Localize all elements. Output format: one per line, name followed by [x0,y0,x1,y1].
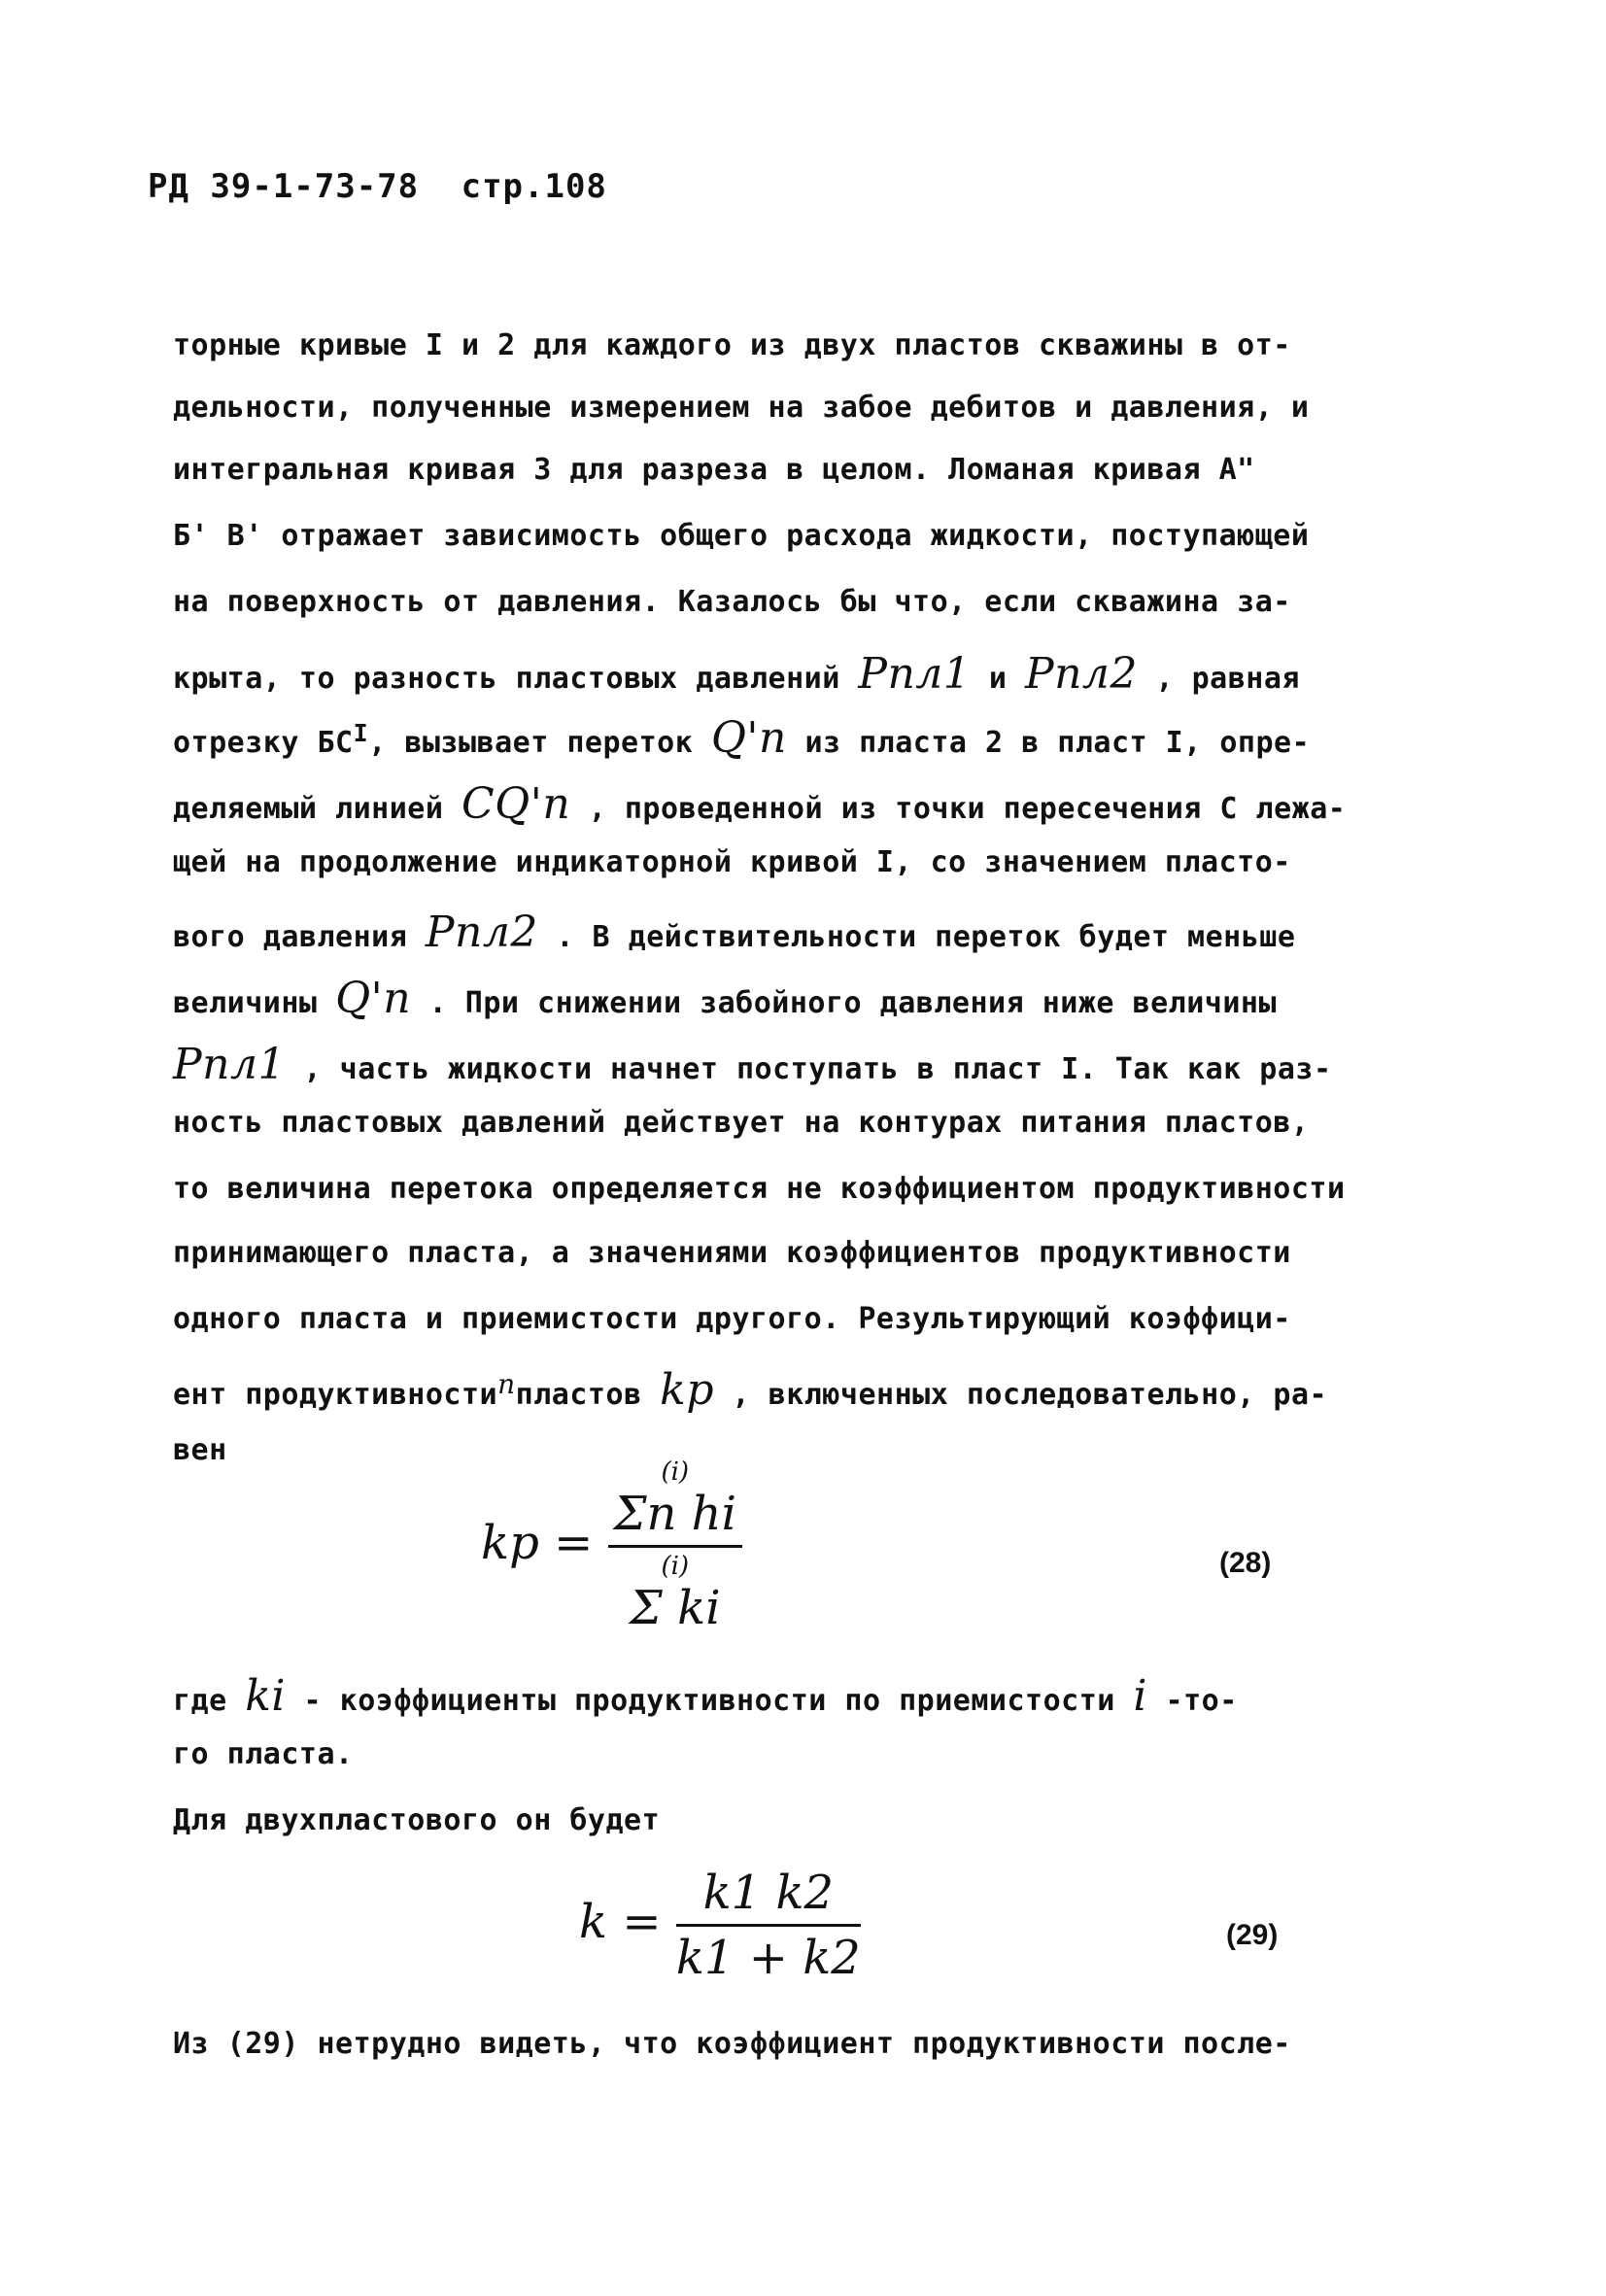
page-header [148,167,629,206]
text-line: щей на продолжение индикаторной кривой I, со значением пласто- [173,845,1291,879]
formula-29 [579,1866,861,1985]
text-line: го пласта. [173,1737,354,1771]
doc-code: РД 39-1-73-78 [148,167,420,206]
i-symbol: i [1133,1671,1147,1721]
text-line: Б' В' отражает зависимость общего расхода жидкости, поступающей [173,519,1310,553]
text-line: где ki - коэффициенты продуктивности по приемистости i -то- [173,1671,1238,1721]
equation-number-29: (29) [1226,1919,1279,1951]
text-line: отрезку $БС^I$, вызывает переток Q'п из пласта 2 в пласт I, опре- [173,713,1311,763]
k-p-symbol: kр [660,1365,714,1415]
p-pl2-symbol: Pпл2 [425,908,538,957]
text-line: Из (29) нетрудно видеть, что коэффициент продуктивности после- [173,2027,1291,2061]
formula-28: kр = (i) Σn hi (i) Σ ki [481,1457,742,1635]
p-pl1-symbol: Pпл1 [173,1040,286,1089]
equation-number-28: (28) [1219,1547,1272,1579]
p-pl1-symbol: Pпл1 [858,649,972,699]
q-p-symbol: Q'п [710,713,787,763]
text-line: ность пластовых давлений действует на контурах питания пластов, [173,1106,1310,1140]
formula-28-denominator: Σ ki [629,1581,721,1635]
text-line: то величина перетока определяется не коэффициентом продуктивности [173,1172,1346,1206]
text-line: Для двухпластового он будет [173,1803,661,1837]
text-line: Pпл1 , часть жидкости начнет поступать в пласт I. Так как раз- [173,1040,1332,1089]
text-line: деляемый линией CQ'п , проведенной из точки пересечения С лежа- [173,779,1347,829]
text-line: дельности, полученные измерением на забое дебитов и давления, и [173,391,1310,425]
text-line: ент продуктивности$^n$пластов kр , включенных последовательно, ра- [173,1365,1328,1415]
page-number: стр.108 [461,167,607,206]
formula-29-denominator: k1 + k2 [675,1931,861,1985]
cq-p-symbol: CQ'п [461,779,571,829]
text-line: вого давления Pпл2 . В действительности переток будет меньше [173,908,1296,957]
formula-28-lhs: kр = [481,1516,594,1570]
formula-28-numerator: Σn hi [613,1487,736,1541]
text-line: величины Q'п . При снижении забойного давления ниже величины [173,974,1278,1023]
k-i-symbol: ki [245,1671,286,1721]
q-p-symbol: Q'п [335,974,412,1023]
text-line: вен [173,1433,227,1467]
text-line: принимающего пласта, а значениями коэффициентов продуктивности [173,1236,1291,1270]
formula-29-lhs: k = [579,1895,662,1949]
p-pl2-symbol: Pпл2 [1024,649,1138,699]
text-line: крыта, то разность пластовых давлений Pпл1 и Pпл2 , равная [173,649,1300,699]
text-line: на поверхность от давления. Казалось бы что, если скважина за- [173,585,1291,619]
text-line: интегральная кривая 3 для разреза в целом. Ломаная кривая А" [173,453,1255,487]
formula-29-numerator: k1 k2 [676,1866,861,1927]
text-line: одного пласта и приемистости другого. Результирующий коэффици- [173,1302,1291,1336]
text-line: торные кривые I и 2 для каждого из двух пластов скважины в от- [173,328,1291,362]
n-symbol: n [497,1368,516,1400]
